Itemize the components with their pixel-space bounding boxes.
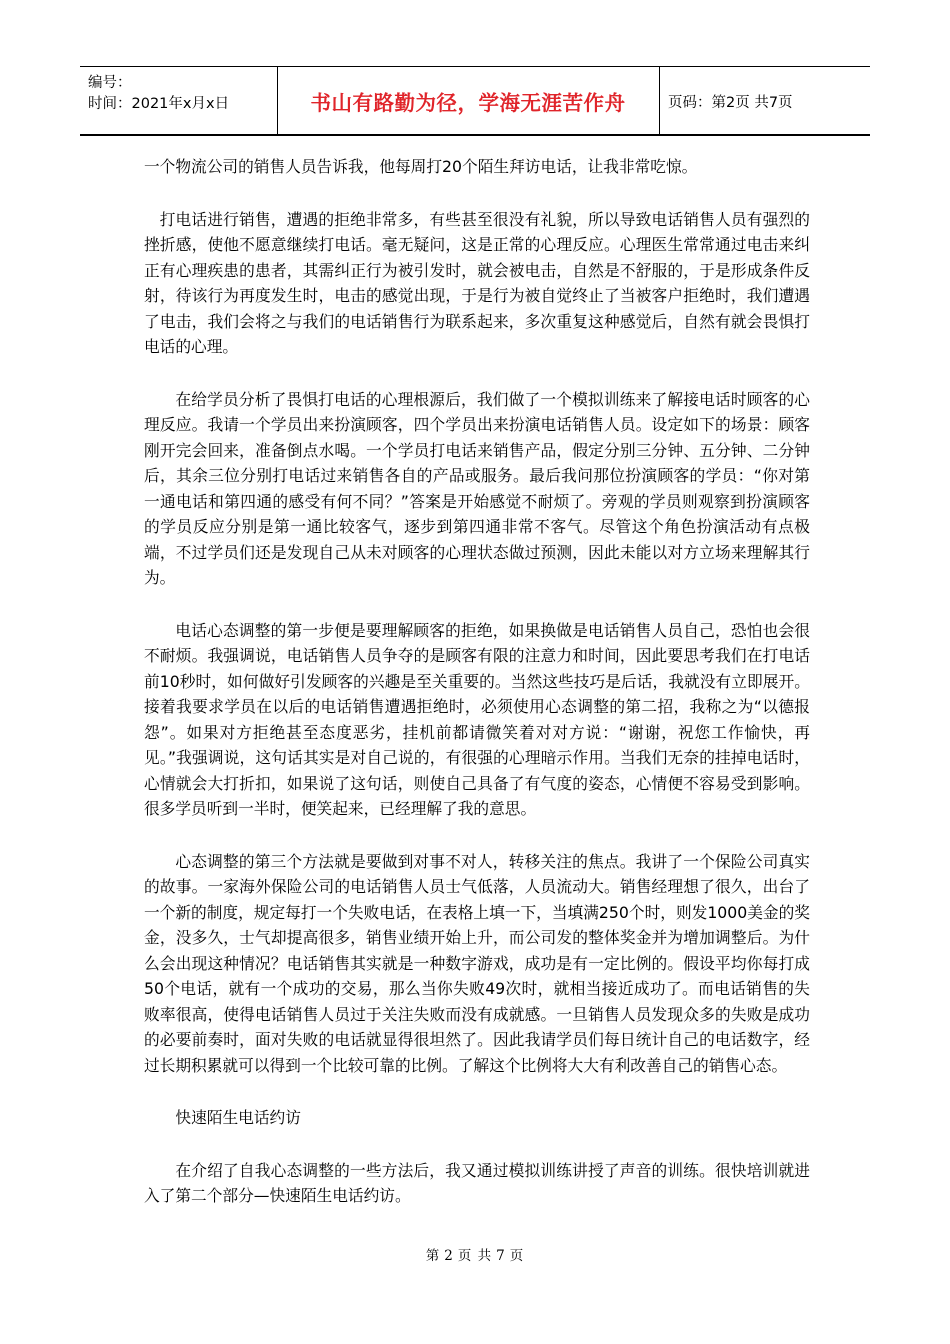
header-divider-right — [659, 67, 660, 134]
paragraph-6: 在介绍了自我心态调整的一些方法后，我又通过模拟训练讲授了声音的训练。很快培训就进入了第二个部分—快速陌生电话约访。 — [144, 1160, 810, 1205]
footer-page-number: 2 — [444, 1248, 454, 1264]
header-motto: 书山有路勤为径，学海无涯苦作舟 — [310, 91, 626, 115]
page-header — [80, 66, 870, 136]
header-meta — [88, 73, 229, 115]
footer-suffix: 页 — [509, 1248, 525, 1264]
footer-prefix: 第 — [425, 1248, 441, 1264]
paragraph-4: 电话心态调整的第一步便是要理解顾客的拒绝，如果换做是电话销售人员自己，恐怕也会很不耐烦。我强调说，电话销售人员争夺的是顾客有限的注意力和时间，因此要思考我们在打电话前10秒时，如何做好引发顾客的兴趣是至关重要的。当然这些技巧是后话，我就没有立即展开。接着我要求学员在以后的电话销售遭遇拒绝时，必须使用心态调整的第二招，我称之为“以德报怨”。如果对方拒绝甚至态度恶劣，挂机前都请微笑着对对方说：“谢谢，祝您工作愉快，再见。”我强调说，这句话其实是对自己说的，有很强的心理暗示作用。当我们无奈的挂掉电话时，心情就会大打折扣，如果说了这句话，则使自己具备了有气度的姿态，心情便不容易受到影响。很多学员听到一半时，便笑起来，已经理解了我的意思。 — [144, 620, 810, 818]
document-number-label: 编号： — [88, 75, 132, 91]
document-body — [144, 154, 810, 1209]
footer-middle: 页 共 — [457, 1248, 493, 1264]
footer-total-pages: 7 — [496, 1248, 506, 1264]
paragraph-2: 打电话进行销售，遭遇的拒绝非常多，有些甚至很没有礼貌，所以导致电话销售人员有强烈的挫折感，使他不愿意继续打电话。毫无疑问，这是正常的心理反应。心理医生常常通过电击来纠正有心理疾患的患者，其需纠正行为被引发时，就会被电击，自然是不舒服的，于是形成条件反射，待该行为再度发生时，电击的感觉出现，于是行为被自觉终止了当被客户拒绝时，我们遭遇了电击，我们会将之与我们的电话销售行为联系起来，多次重复这种感觉后，自然有就会畏惧打电话的心理。 — [144, 209, 810, 356]
page-footer — [0, 1244, 950, 1264]
section-heading: 快速陌生电话约访 — [175, 1108, 301, 1127]
document-date: 时间：2021年x月x日 — [88, 96, 230, 112]
paragraph-5: 心态调整的第三个方法就是要做到对事不对人，转移关注的焦点。我讲了一个保险公司真实的故事。一家海外保险公司的电话销售人员士气低落，人员流动大。销售经理想了很久，出台了一个新的制度，规定每打一个失败电话，在表格上填一下，当填满250个时，则发1000美金的奖金，没多久，士气却提高很多，销售业绩开始上升，而公司发的整体奖金并为增加调整后。为什么会出现这种情况？电话销售其实就是一种数字游戏，成功是有一定比例的。假设平均你每打成50个电话，就有一个成功的交易，那么当你失败49次时，就相当接近成功了。而电话销售的失败率很高，使得电话销售人员过于关注失败而没有成就感。一旦销售人员发现众多的失败是成功的必要前奏时，面对失败的电话就显得很坦然了。因此我请学员们每日统计自己的电话数字，经过长期积累就可以得到一个比较可靠的比例。了解这个比例将大大有利改善自己的销售心态。 — [144, 851, 810, 1075]
header-page-info: 页码：第2页 共7页 — [668, 94, 793, 111]
paragraph-1: 一个物流公司的销售人员告诉我，他每周打20个陌生拜访电话，让我非常吃惊。 — [144, 157, 698, 176]
paragraph-3: 在给学员分析了畏惧打电话的心理根源后，我们做了一个模拟训练来了解接电话时顾客的心理反应。我请一个学员出来扮演顾客，四个学员出来扮演电话销售人员。设定如下的场景：顾客刚开完会回来，准备倒点水喝。一个学员打电话来销售产品，假定分别三分钟、五分钟、二分钟后，其余三位分别打电话过来销售各自的产品或服务。最后我问那位扮演顾客的学员：“你对第一通电话和第四通的感受有何不同？”答案是开始感觉不耐烦了。旁观的学员则观察到扮演顾客的学员反应分别是第一通比较客气，逐步到第四通非常不客气。尽管这个角色扮演活动有点极端，不过学员们还是发现自己从未对顾客的心理状态做过预测，因此未能以对方立场来理解其行为。 — [144, 389, 810, 587]
